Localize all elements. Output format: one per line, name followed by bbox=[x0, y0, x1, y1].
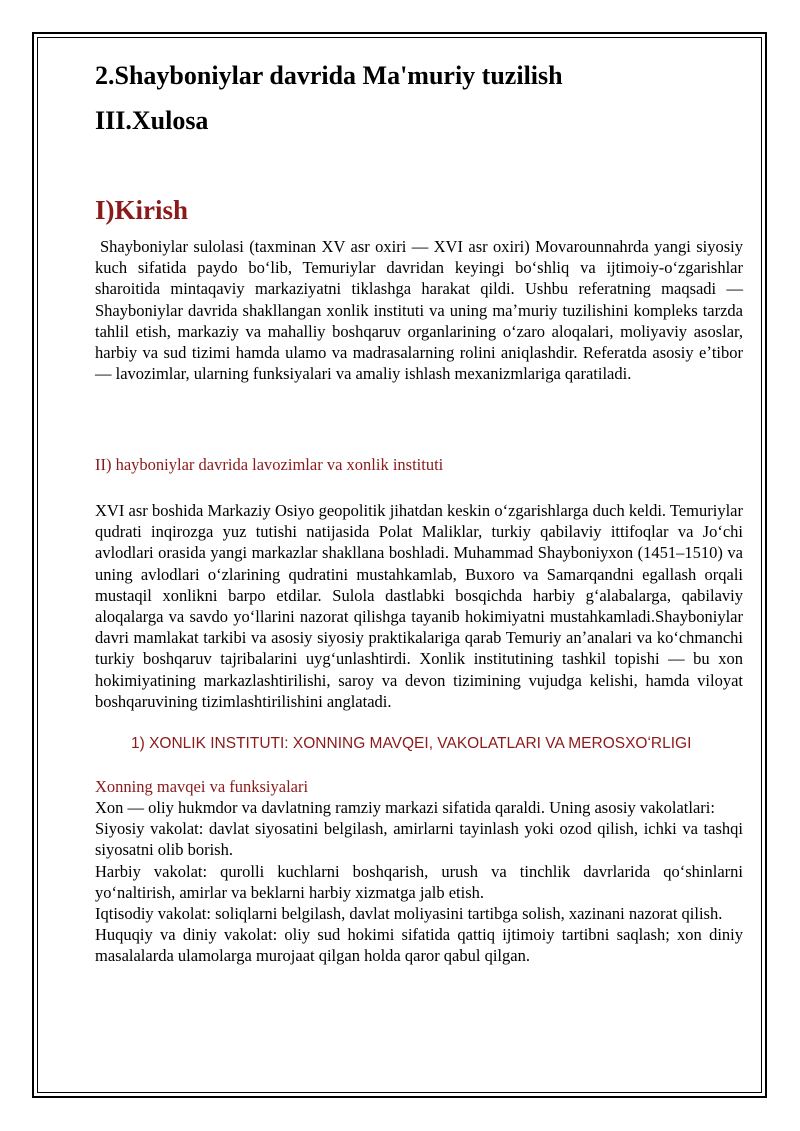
toc-item-2: 2.Shayboniylar davrida Ma'muriy tuzilish bbox=[95, 61, 563, 90]
toc-item-3: III.Xulosa bbox=[95, 106, 209, 135]
subsection1-title: Xonning mavqei va funksiyalari bbox=[95, 777, 309, 796]
subsection1-line-political: Siyosiy vakolat: davlat siyosatini belgilash, amirlarni tayinlash yoki ozod qilish, ichki va tashqi siyosatni olib borish. bbox=[95, 819, 743, 860]
section2-heading: II) hayboniylar davrida lavozimlar va xonlik instituti bbox=[95, 455, 444, 474]
section2-paragraph: XVI asr boshida Markaziy Osiyo geopolitik jihatdan keskin oʻzgarishlarga duch keldi. Temuriylar qudrati inqirozga yuz tutishi natijasida Polat Maliklar, turkiy qabilaviy ittifoqlar va Joʻchi avlodlari orasida yangi markazlar shakllana boshladi. Muhammad Shayboniyxon (1451–1510) va uning avlodlari oʻzlarining qudratini mustahkamlab, Buxoro va Samarqandni egallash orqali mustaqil xonlikni barpo etdilar. Sulola dastlabki bosqichda harbiy gʻalabalarga, qabilaviy aloqalarga va savdo yoʻllarini nazorat qilishga tayanib hokimiyatni mustahkamladi.Shayboniylar davri mamlakat tarkibi va asosiy siyosiy praktikalariga qarab Temuriy anʼanalari va koʻchmanchi turkiy boshqaruv tajribalarini uygʻunlashtirdi. Xonlik institutining tashkil topishi — bu xon hokimiyatining markazlashtirilishi, saroy va devon tizimining vujudga kelishi, hamda viloyat boshqaruvining tizimlashtirilishini anglatadi. bbox=[95, 501, 743, 711]
subsection1-body bbox=[95, 797, 743, 967]
subsection1-line-military: Harbiy vakolat: qurolli kuchlarni boshqarish, urush va tinchlik davrlarida qoʻshinlarni yoʻnaltirish, amirlar va beklarni harbiy xizmatga jalb etish. bbox=[95, 861, 743, 902]
subsection1-line-legal: Huquqiy va diniy vakolat: oliy sud hokimi sifatida qattiq ijtimoiy tartibni saqlash; xon diniy masalalarda ulamolarga murojaat qilgan holda qaror qabul qilgan. bbox=[95, 925, 743, 966]
subsection1-line-economic: Iqtisodiy vakolat: soliqlarni belgilash, davlat moliyasini tartibga solish, xazinani nazorat qilish. bbox=[95, 904, 723, 924]
subsection1-heading: 1) XONLIK INSTITUTI: XONNING MAVQEI, VAKOLATLARI VA MEROSXOʻRLIGI bbox=[131, 735, 692, 752]
subsection1-line-intro: Xon — oliy hukmdor va davlatning ramziy markazi sifatida qaraldi. Uning asosiy vakolatlari: bbox=[95, 798, 715, 817]
intro-heading: I)Kirish bbox=[95, 195, 189, 225]
intro-paragraph: Shayboniylar sulolasi (taxminan XV asr oxiri — XVI asr oxiri) Movarounnahrda yangi siyosiy kuch sifatida paydo boʻlib, Temuriylar davridan keyingi boʻshliq va ijtimoiy-oʻzgarishlar sharoitida mintaqaviy markaziyatni tiklashga harakat qildi. Ushbu referatning maqsadi — Shayboniylar davrida shakllangan xonlik instituti va uning maʼmuriy tuzilishini kompleks tarzda tahlil etish, markaziy va mahalliy boshqaruv organlarining oʻzaro aloqalari, moliyaviy asoslar, harbiy va sud tizimi hamda ulamo va madrasalarning rolini aniqlashdir. Referatda asosiy eʼtibor — lavozimlar, ularning funksiyalari va amaliy ishlash mexanizmlariga qaratiladi. bbox=[95, 237, 743, 384]
